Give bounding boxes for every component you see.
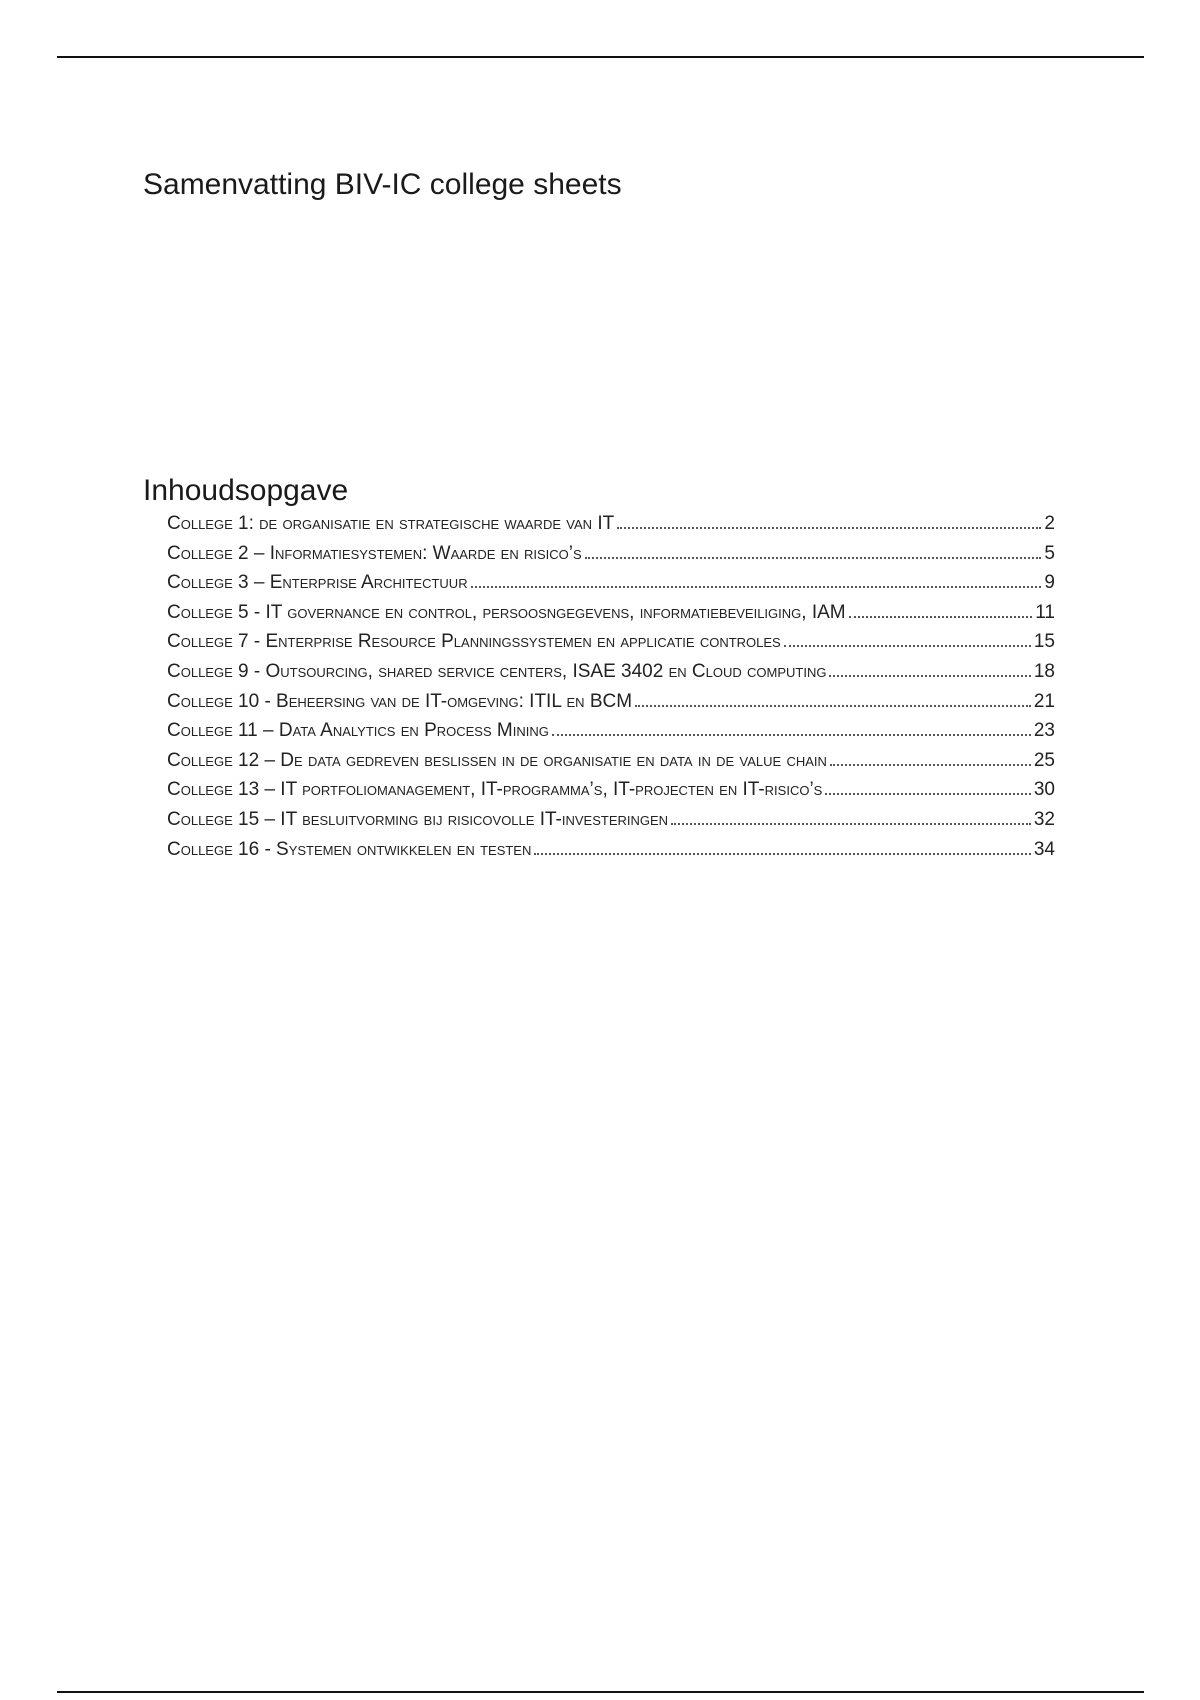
toc-entry-page: 30 xyxy=(1033,779,1055,801)
dot-leader xyxy=(635,705,1031,707)
footer-rule xyxy=(57,1691,1144,1693)
toc-entry-page: 25 xyxy=(1033,749,1055,771)
document-title: Samenvatting BIV-IC college sheets xyxy=(143,168,622,201)
toc-entry-label: College 7 - Enterprise Resource Planningssystemen en applicatie controles xyxy=(167,631,781,653)
dot-leader xyxy=(784,645,1031,647)
toc-entry-college-10[interactable] xyxy=(167,691,1055,721)
toc-entry-page: 9 xyxy=(1044,572,1055,594)
toc-entry-label: College 3 – Enterprise Architectuur xyxy=(167,572,468,594)
dot-leader xyxy=(617,527,1041,529)
toc-entry-page: 21 xyxy=(1033,690,1055,712)
toc-entry-college-2[interactable] xyxy=(167,543,1055,573)
toc-entry-page: 18 xyxy=(1033,660,1055,682)
dot-leader xyxy=(552,734,1031,736)
toc-entry-label: College 12 – De data gedreven beslissen in de organisatie en data in de value chain xyxy=(167,749,827,771)
toc-entry-college-11[interactable] xyxy=(167,720,1055,750)
toc-entry-page: 34 xyxy=(1033,838,1055,860)
dot-leader xyxy=(585,557,1042,559)
dot-leader xyxy=(830,764,1031,766)
toc-entry-college-1[interactable] xyxy=(167,513,1055,543)
toc-entry-label: College 16 - Systemen ontwikkelen en testen xyxy=(167,838,532,860)
toc-heading: Inhoudsopgave xyxy=(143,474,349,507)
toc-entry-college-5[interactable] xyxy=(167,602,1055,632)
toc-entry-page: 11 xyxy=(1035,601,1055,623)
toc-entry-page: 23 xyxy=(1033,720,1055,742)
dot-leader xyxy=(825,793,1031,795)
toc-entry-label: College 2 – Informatiesystemen: Waarde en risico’s xyxy=(167,542,582,564)
dot-leader xyxy=(671,823,1031,825)
dot-leader xyxy=(534,853,1030,855)
toc-entry-college-3[interactable] xyxy=(167,572,1055,602)
toc-entry-label: College 11 – Data Analytics en Process Mining xyxy=(167,720,549,742)
toc-entry-college-7[interactable] xyxy=(167,631,1055,661)
dot-leader xyxy=(471,586,1042,588)
toc-entry-page: 15 xyxy=(1033,631,1055,653)
toc-entry-page: 2 xyxy=(1044,513,1055,534)
toc-entry-college-12[interactable] xyxy=(167,750,1055,780)
toc-entry-label: College 13 – IT portfoliomanagement, IT-programma’s, IT-projecten en IT-risico’s xyxy=(167,779,823,801)
toc-entry-page: 5 xyxy=(1044,542,1055,564)
header-rule xyxy=(57,56,1144,58)
toc-entry-label: College 9 - Outsourcing, shared service centers, ISAE 3402 en Cloud computing xyxy=(167,660,827,682)
toc-entry-label: College 5 - IT governance en control, persoosngegevens, informatiebeveiliging, IAM xyxy=(167,601,846,623)
toc-entry-page: 32 xyxy=(1033,808,1055,830)
toc-entry-college-9[interactable] xyxy=(167,661,1055,691)
dot-leader xyxy=(829,675,1030,677)
toc-entry-college-15[interactable] xyxy=(167,809,1055,839)
toc-entry-college-13[interactable] xyxy=(167,779,1055,809)
toc-entry-label: College 15 – IT besluitvorming bij risicovolle IT-investeringen xyxy=(167,808,669,830)
toc-entry-label: College 10 - Beheersing van de IT-omgeving: ITIL en BCM xyxy=(167,690,633,712)
table-of-contents xyxy=(167,513,1055,868)
toc-entry-college-16[interactable] xyxy=(167,839,1055,869)
toc-entry-label: College 1: de organisatie en strategische waarde van IT xyxy=(167,513,615,534)
dot-leader xyxy=(849,616,1033,618)
